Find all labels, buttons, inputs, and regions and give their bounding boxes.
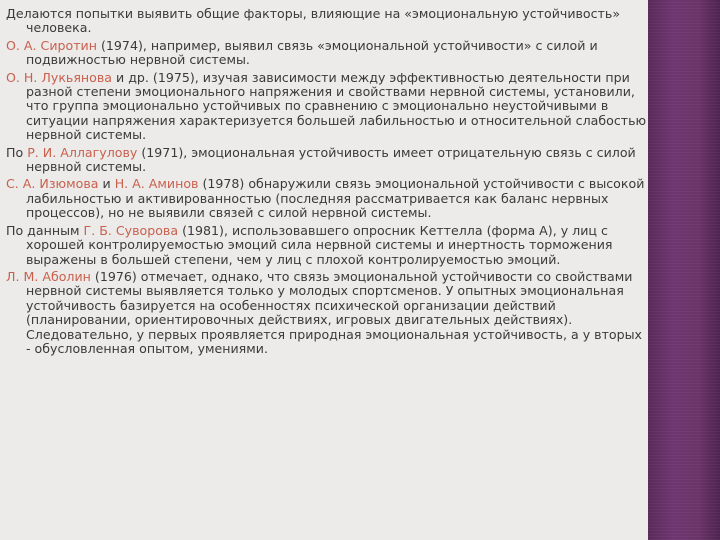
paragraph: [6, 146, 648, 175]
text-segment: (1974), например, выявил связь «эмоциональной устойчивости» с силой и подвижностью нервной системы.: [26, 37, 598, 68]
slide-text: [6, 7, 648, 359]
author-name: Р. И. Аллагулову: [27, 144, 138, 160]
paragraph: [6, 270, 648, 356]
text-segment: (1976) отмечает, однако, что связь эмоциональной устойчивости со свойствами нервной системы выявляется только у молодых спортсменов. У опытных эмоциональная устойчивость базируется на особенностях психической организации действий (планировании, ориентировочных действиях, игровых двигательных действиях). Следовательно, у первых проявляется природная эмоциональная устойчивость, а у вторых - обусловленная опытом, умениями.: [26, 268, 642, 356]
paragraph: [6, 7, 648, 36]
text-segment: Делаются попытки выявить общие факторы, влияющие на «эмоциональную устойчивость» человека.: [6, 6, 621, 36]
decorative-sidebar: [648, 0, 720, 540]
paragraph: [6, 224, 648, 267]
author-name: О. Н. Лукьянова: [6, 69, 113, 85]
author-name: Л. М. Аболин: [6, 268, 91, 284]
text-segment: По: [6, 144, 28, 160]
paragraph: [6, 71, 648, 143]
text-segment: и: [98, 176, 115, 192]
text-segment: (1971), эмоциональная устойчивость имеет отрицательную связь с силой нервной системы.: [26, 144, 636, 175]
author-name: Н. А. Аминов: [114, 176, 199, 192]
text-segment: и др. (1975), изучая зависимости между эффективностью деятельности при разной степени эмоционального напряжения и свойствами нервной системы, установили, что группа эмоционально устойчивых по сравнению с эмоционально неустойчивыми в ситуации напряжения характеризуется большей лабильностью и относительной слабостью нервной системы.: [26, 69, 647, 143]
paragraph: [6, 39, 648, 68]
text-segment: (1978) обнаружили связь эмоциональной устойчивости с высокой лабильностью и активированностью (последняя рассматривается как баланс нервных процессов), но не выявили связей с силой нервной системы.: [26, 176, 645, 221]
author-name: О. А. Сиротин: [6, 37, 97, 53]
paragraph: [6, 177, 648, 220]
author-name: Г. Б. Суворова: [83, 222, 179, 238]
text-segment: По данным: [6, 222, 84, 238]
author-name: С. А. Изюмова: [6, 176, 99, 192]
text-segment: (1981), использовавшего опросник Кеттелла (форма А), у лиц с хорошей контролируемостью эмоций сила нервной системы и инертность торможения выражены в большей степени, чем у лиц с плохой контролируемостью эмоций.: [26, 222, 613, 267]
